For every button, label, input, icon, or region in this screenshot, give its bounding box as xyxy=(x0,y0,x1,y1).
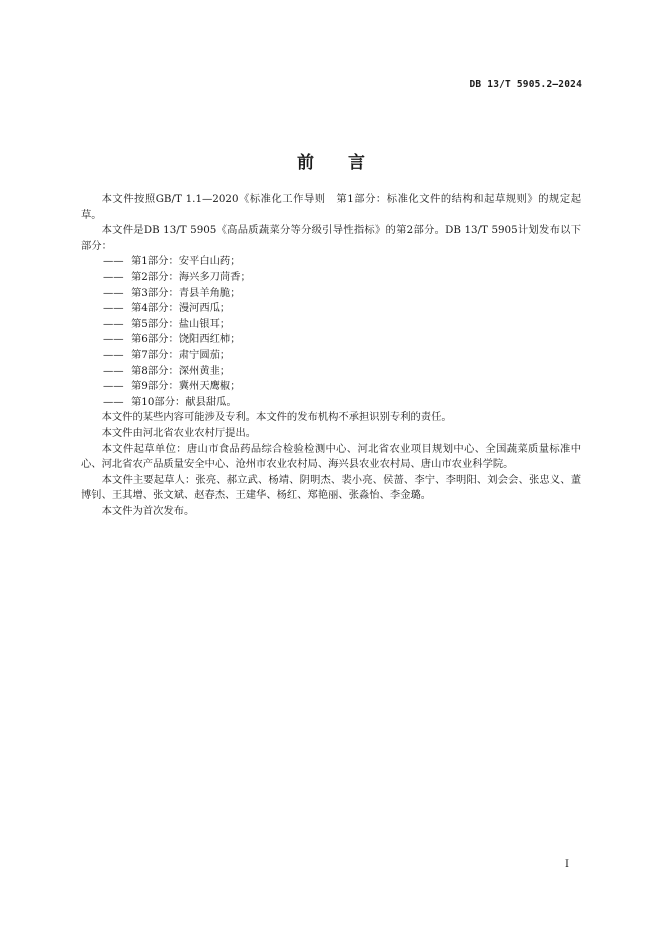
paragraph-proposer: 本文件由河北省农业农村厅提出。 xyxy=(101,426,257,439)
list-item xyxy=(81,254,581,270)
standard-code: DB 13/T 5905.2—2024 xyxy=(469,79,582,90)
paragraph-drafters: 本文件主要起草人：张亮、郝立武、杨靖、阴明杰、裴小亮、侯蔷、李宁、李明阳、刘会会、张忠义、董博钊、王其增、张文斌、赵春杰、王建华、杨红、郑艳丽、张淼怡、李金璐。 xyxy=(81,473,581,502)
list-item-text: 第1部分：安平白山药； xyxy=(131,255,241,268)
list-item xyxy=(81,317,581,333)
list-dash: —— xyxy=(103,380,124,393)
list-dash: —— xyxy=(103,302,124,315)
list-item xyxy=(81,286,581,302)
list-item xyxy=(81,348,581,364)
foreword-body xyxy=(81,192,581,519)
paragraph-series-intro: 本文件是DB 13/T 5905《高品质蔬菜分等分级引导性指标》的第2部分。DB 13/T 5905计划发布以下部分： xyxy=(81,224,581,252)
list-dash: —— xyxy=(103,364,124,377)
list-dash: —— xyxy=(103,255,124,268)
list-item-text: 第2部分：海兴多刀茼香； xyxy=(131,270,251,283)
list-item-text: 第5部分：盐山银耳； xyxy=(131,317,231,330)
list-item-text: 第7部分：肃宁圆茄； xyxy=(131,348,231,361)
list-dash: —— xyxy=(103,395,124,408)
paragraph-first-release: 本文件为首次发布。 xyxy=(101,504,195,517)
list-dash: —— xyxy=(103,333,124,346)
list-item-text: 第3部分：青县羊角脆； xyxy=(131,286,241,299)
title-char-1: 前 xyxy=(297,153,314,173)
list-dash: —— xyxy=(103,348,124,361)
page-number: I xyxy=(565,859,569,870)
list-item xyxy=(81,395,581,411)
title-char-2: 言 xyxy=(348,153,365,173)
list-item-text: 第6部分：饶阳西红柿； xyxy=(131,333,241,346)
page-title xyxy=(0,148,662,173)
list-dash: —— xyxy=(103,270,124,283)
list-item-text: 第8部分：深州黄韭； xyxy=(131,364,231,377)
list-item xyxy=(81,270,581,286)
list-item-text: 第4部分：漫河西瓜； xyxy=(131,302,231,315)
paragraph-drafting-units: 本文件起草单位：唐山市食品药品综合检验检测中心、河北省农业项目规划中心、全国蔬菜质量标准中心、河北省农产品质量安全中心、沧州市农业农村局、海兴县农业农村局、唐山市农业科学院。 xyxy=(81,442,581,471)
list-item xyxy=(81,379,581,395)
list-item-text: 第10部分：献县甜瓜。 xyxy=(131,395,237,408)
paragraph-drafting-rules: 本文件按照GB/T 1.1—2020《标准化工作导则 第1部分：标准化文件的结构和起草规则》的规定起草。 xyxy=(81,193,581,221)
list-item xyxy=(81,364,581,380)
list-dash: —— xyxy=(103,286,124,299)
list-item-text: 第9部分：冀州天鹰椒； xyxy=(131,380,241,393)
list-item xyxy=(81,332,581,348)
list-item xyxy=(81,301,581,317)
paragraph-patent-notice: 本文件的某些内容可能涉及专利。本文件的发布机构不承担识别专利的责任。 xyxy=(101,411,452,424)
list-dash: —— xyxy=(103,317,124,330)
